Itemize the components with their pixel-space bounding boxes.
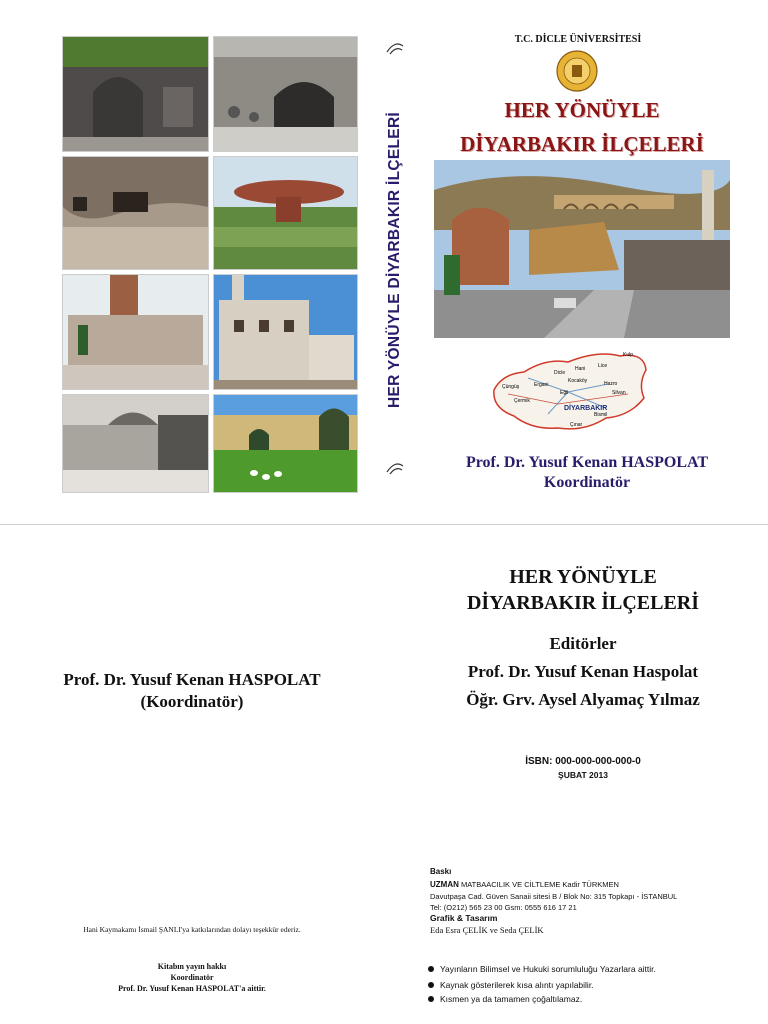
rights-line1: Kitabın yayın hakkı (157, 962, 227, 971)
editors-heading: Editörler (549, 634, 617, 653)
isbn: İSBN: 000-000-000-000-0 (525, 756, 641, 767)
bullet-icon (428, 996, 434, 1002)
inner-left-role: (Koordinatör) (140, 692, 244, 711)
map-label-cinar: Çınar (570, 422, 583, 428)
map-label-bismil: Bismil (594, 412, 608, 418)
editor-2: Öğr. Grv. Aysel Alyamaç Yılmaz (466, 690, 700, 709)
map-label-diyarbakir: DİYARBAKIR (564, 405, 608, 412)
photo-cover-townscape (434, 160, 730, 338)
map-label-ergani: Ergani (534, 382, 549, 388)
publication-date: ŞUBAT 2013 (558, 770, 608, 780)
photo-old-building-ivy (62, 36, 209, 152)
bullet-icon (428, 982, 434, 988)
photo-white-mosque (213, 274, 358, 390)
inner-title-line2: DİYARBAKIR İLÇELERİ (466, 592, 700, 614)
photo-minaret-mosque (62, 274, 209, 390)
note-item: Kısmen ya da tamamen çoğaltılamaz. (428, 994, 582, 1004)
page-divider (0, 524, 768, 525)
inner-title-line1: HER YÖNÜYLE (509, 566, 657, 588)
photo-rock-formation (213, 156, 358, 270)
printer-address: Davutpaşa Cad. Güven Sanaii sitesi B / Blok No: 315 Topkapı - İSTANBUL (430, 892, 678, 901)
photo-bridge-bw (213, 36, 358, 152)
map-label-cermik: Çermik (514, 398, 530, 404)
photo-old-dome-bw (62, 394, 209, 493)
editor-1: Prof. Dr. Yusuf Kenan Haspolat (467, 662, 699, 681)
photo-aqueduct-geese (213, 394, 358, 493)
university-seal-icon (556, 50, 598, 92)
spine-title: HER YÖNÜYLE DİYARBAKIR İLÇELERİ (386, 111, 403, 409)
map-label-silvan: Silvan (612, 390, 626, 396)
map-label-egil: Eğil (560, 390, 569, 396)
map-label-kulp: Kulp (623, 352, 634, 358)
university-name: T.C. DİCLE ÜNİVERSİTESİ (514, 34, 642, 45)
cover-title-line2: DİYARBAKIR İLÇELERİ (460, 132, 704, 156)
printer-name: UZMAN (430, 880, 459, 889)
publisher-logo-bottom (384, 456, 406, 478)
design-heading: Grafik & Tasarım (430, 913, 498, 923)
note-item: Kaynak gösterilerek kısa alıntı yapılabilir. (428, 980, 594, 990)
rights-line2: Koordinatör (170, 973, 214, 982)
printer-line (430, 880, 619, 889)
inner-left-author: Prof. Dr. Yusuf Kenan HASPOLAT (63, 670, 321, 689)
map-label-hazro: Hazro (604, 381, 618, 387)
cover-role: Koordinatör (543, 474, 631, 491)
publisher-logo-top (384, 36, 406, 58)
cover-author: Prof. Dr. Yusuf Kenan HASPOLAT (465, 454, 709, 471)
bullet-icon (428, 966, 434, 972)
district-map (488, 344, 650, 436)
map-label-cungus: Çüngüş (502, 384, 520, 390)
note-item: Yayınların Bilimsel ve Hukuki sorumluluğu Yazarlara aittir. (428, 964, 656, 974)
map-label-hani: Hani (575, 366, 586, 372)
photo-cave-dwellings (62, 156, 209, 270)
cover-title-line1: HER YÖNÜYLE (504, 98, 660, 122)
map-label-lice: Lice (598, 363, 608, 369)
designers: Eda Esra ÇELİK ve Seda ÇELİK (430, 925, 544, 935)
map-label-dicle: Dicle (554, 370, 566, 376)
thanks-note: Hani Kaymakamı İsmail ŞANLI'ya katkılarından dolayı teşekkür ederiz. (83, 925, 301, 934)
map-label-kocakoy: Kocaköy (568, 378, 588, 384)
print-heading: Baskı (430, 867, 452, 876)
rights-line3: Prof. Dr. Yusuf Kenan HASPOLAT'a aittir. (118, 984, 266, 993)
printer-rest: MATBAACILIK VE CİLTLEME Kadir TÜRKMEN (460, 880, 619, 889)
printer-phone: Tel: (O212) 565 23 00 Gsm: 0555 616 17 21 (430, 903, 577, 912)
